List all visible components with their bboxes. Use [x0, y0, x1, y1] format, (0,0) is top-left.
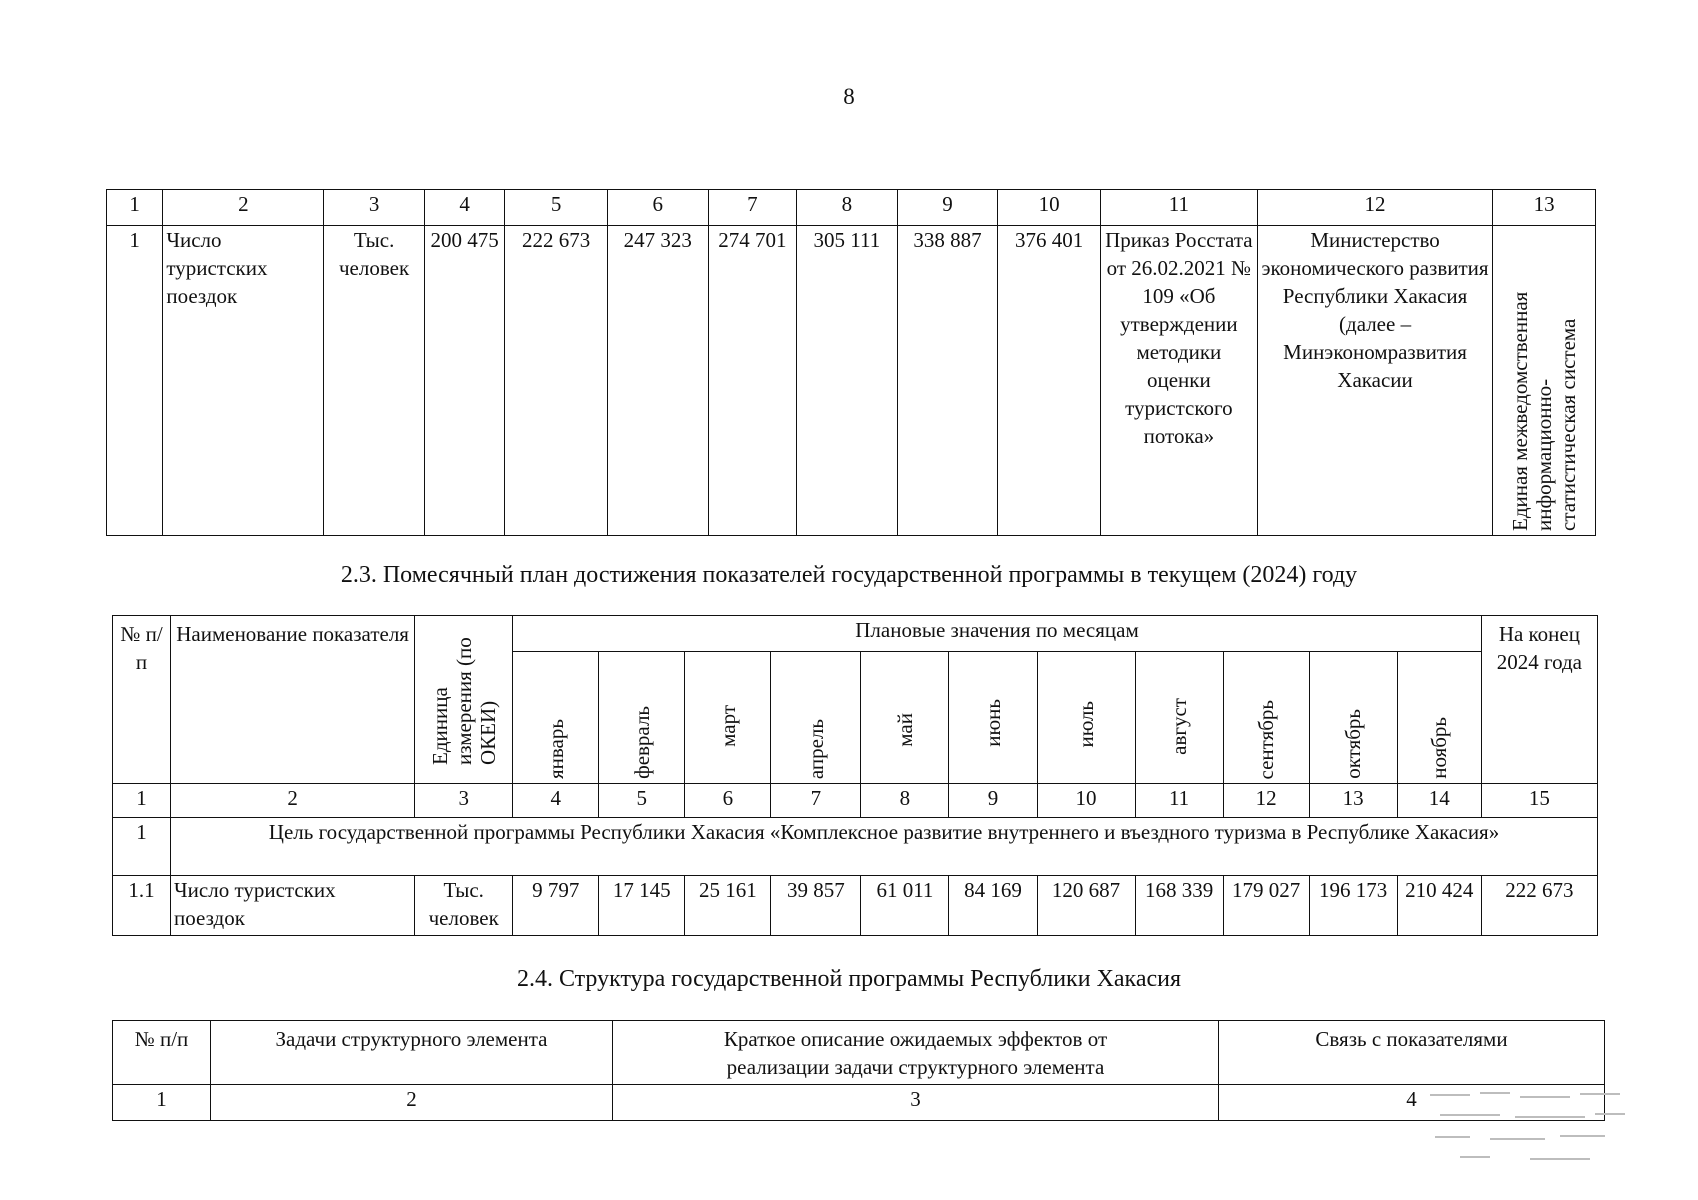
- header-number: № п/п: [113, 1021, 211, 1085]
- column-number: 6: [685, 784, 771, 818]
- value-cell: 222 673: [505, 226, 608, 536]
- monthly-value: 196 173: [1309, 876, 1397, 936]
- responsible-body: Министерство экономического развития Республики Хакасия (далее – Минэкономразвития Хакасии: [1257, 226, 1492, 536]
- month-march: [685, 652, 771, 784]
- table-row: [113, 876, 1598, 936]
- goal-number: 1: [113, 818, 171, 876]
- header-number: № п/п: [113, 616, 171, 784]
- table-row: [107, 226, 1596, 536]
- header-unit-text: Единица измерения (по ОКЕИ): [427, 636, 500, 765]
- month-february: [599, 652, 685, 784]
- table-header-row: [113, 1021, 1605, 1085]
- column-number: 11: [1100, 190, 1257, 226]
- month-april: [771, 652, 861, 784]
- header-effects: Краткое описание ожидаемых эффектов от реализации задачи структурного элемента: [613, 1021, 1219, 1085]
- value-cell: 338 887: [897, 226, 998, 536]
- monthly-value: 84 169: [949, 876, 1037, 936]
- indicator-name: Число туристских поездок: [171, 876, 415, 936]
- monthly-value: 120 687: [1037, 876, 1135, 936]
- indicator-name: Число туристских поездок: [163, 226, 324, 536]
- column-number: 4: [513, 784, 599, 818]
- header-tasks: Задачи структурного элемента: [211, 1021, 613, 1085]
- column-number: 3: [415, 784, 513, 818]
- section-title-2-4: 2.4. Структура государственной программы Республики Хакасия: [516, 966, 1182, 992]
- value-cell: 376 401: [998, 226, 1101, 536]
- column-number: 6: [607, 190, 708, 226]
- month-october: [1309, 652, 1397, 784]
- scan-artifact: [1420, 1080, 1640, 1170]
- value-cell: 247 323: [607, 226, 708, 536]
- monthly-value: 179 027: [1223, 876, 1309, 936]
- unit: Тыс. человек: [415, 876, 513, 936]
- column-number: 2: [163, 190, 324, 226]
- column-number: 3: [324, 190, 425, 226]
- month-label: октябрь: [1341, 709, 1366, 779]
- column-numbers-row: [113, 1085, 1605, 1121]
- column-number: 7: [771, 784, 861, 818]
- header-indicator-name: Наименование показателя: [171, 616, 415, 784]
- column-number: 8: [861, 784, 949, 818]
- header-indicators-link: Связь с показателями: [1219, 1021, 1605, 1085]
- monthly-value: 9 797: [513, 876, 599, 936]
- column-number: 10: [1037, 784, 1135, 818]
- monthly-value: 168 339: [1135, 876, 1223, 936]
- column-number: 3: [613, 1085, 1219, 1121]
- monthly-value: 210 424: [1397, 876, 1481, 936]
- month-january: [513, 652, 599, 784]
- column-number: 12: [1257, 190, 1492, 226]
- section-title-2-3: 2.3. Помесячный план достижения показателей государственной программы в текущем (2024) году: [340, 562, 1358, 588]
- monthly-value: 39 857: [771, 876, 861, 936]
- column-number: 11: [1135, 784, 1223, 818]
- column-number: 1: [107, 190, 163, 226]
- column-number: 13: [1493, 190, 1596, 226]
- column-number: 8: [797, 190, 898, 226]
- column-numbers-row: [113, 784, 1598, 818]
- information-system: [1493, 226, 1596, 536]
- month-label: август: [1167, 698, 1192, 755]
- header-unit: [415, 616, 513, 784]
- month-may: [861, 652, 949, 784]
- month-label: март: [715, 705, 740, 747]
- column-number: 4: [1219, 1085, 1605, 1121]
- value-cell: 305 111: [797, 226, 898, 536]
- program-structure-table: [112, 1020, 1605, 1121]
- column-number: 5: [505, 190, 608, 226]
- indicator-table: [106, 189, 1596, 536]
- monthly-value: 61 011: [861, 876, 949, 936]
- value-cell: 200 475: [424, 226, 504, 536]
- column-number: 9: [897, 190, 998, 226]
- month-september: [1223, 652, 1309, 784]
- column-number: 1: [113, 784, 171, 818]
- column-number: 7: [708, 190, 797, 226]
- column-number: 2: [171, 784, 415, 818]
- table-header-row: [107, 190, 1596, 226]
- unit: Тыс. человек: [324, 226, 425, 536]
- row-number: 1.1: [113, 876, 171, 936]
- column-number: 10: [998, 190, 1101, 226]
- month-november: [1397, 652, 1481, 784]
- month-label: апрель: [803, 718, 828, 779]
- month-label: февраль: [629, 706, 654, 779]
- page-number: 8: [843, 84, 855, 109]
- column-number: 2: [211, 1085, 613, 1121]
- month-label: ноябрь: [1427, 717, 1452, 779]
- month-label: сентябрь: [1254, 699, 1279, 779]
- monthly-value: 17 145: [599, 876, 685, 936]
- column-number: 1: [113, 1085, 211, 1121]
- value-cell: 274 701: [708, 226, 797, 536]
- methodology-basis: Приказ Росстата от 26.02.2021 № 109 «Об утверждении методики оценки туристского потока»: [1100, 226, 1257, 536]
- column-number: 5: [599, 784, 685, 818]
- table-header-row: [113, 616, 1598, 652]
- goal-row: [113, 818, 1598, 876]
- information-system-text: Единая межведомственная информационно-статистическая система: [1508, 291, 1581, 531]
- month-label: июнь: [980, 699, 1005, 747]
- column-number: 13: [1309, 784, 1397, 818]
- monthly-plan-table: [112, 615, 1598, 936]
- month-june: [949, 652, 1037, 784]
- goal-text: Цель государственной программы Республики Хакасия «Комплексное развитие внутреннего и въездного туризма в Республике Хакасия»: [171, 818, 1598, 876]
- header-monthly-plan: Плановые значения по месяцам: [513, 616, 1482, 652]
- month-label: май: [892, 713, 917, 747]
- year-end-value: 222 673: [1481, 876, 1597, 936]
- column-number: 4: [424, 190, 504, 226]
- column-number: 12: [1223, 784, 1309, 818]
- month-label: январь: [543, 719, 568, 779]
- row-number: 1: [107, 226, 163, 536]
- month-july: [1037, 652, 1135, 784]
- column-number: 14: [1397, 784, 1481, 818]
- monthly-value: 25 161: [685, 876, 771, 936]
- month-august: [1135, 652, 1223, 784]
- column-number: 15: [1481, 784, 1597, 818]
- column-number: 9: [949, 784, 1037, 818]
- month-label: июль: [1074, 700, 1099, 747]
- header-year-end: На конец 2024 года: [1481, 616, 1597, 784]
